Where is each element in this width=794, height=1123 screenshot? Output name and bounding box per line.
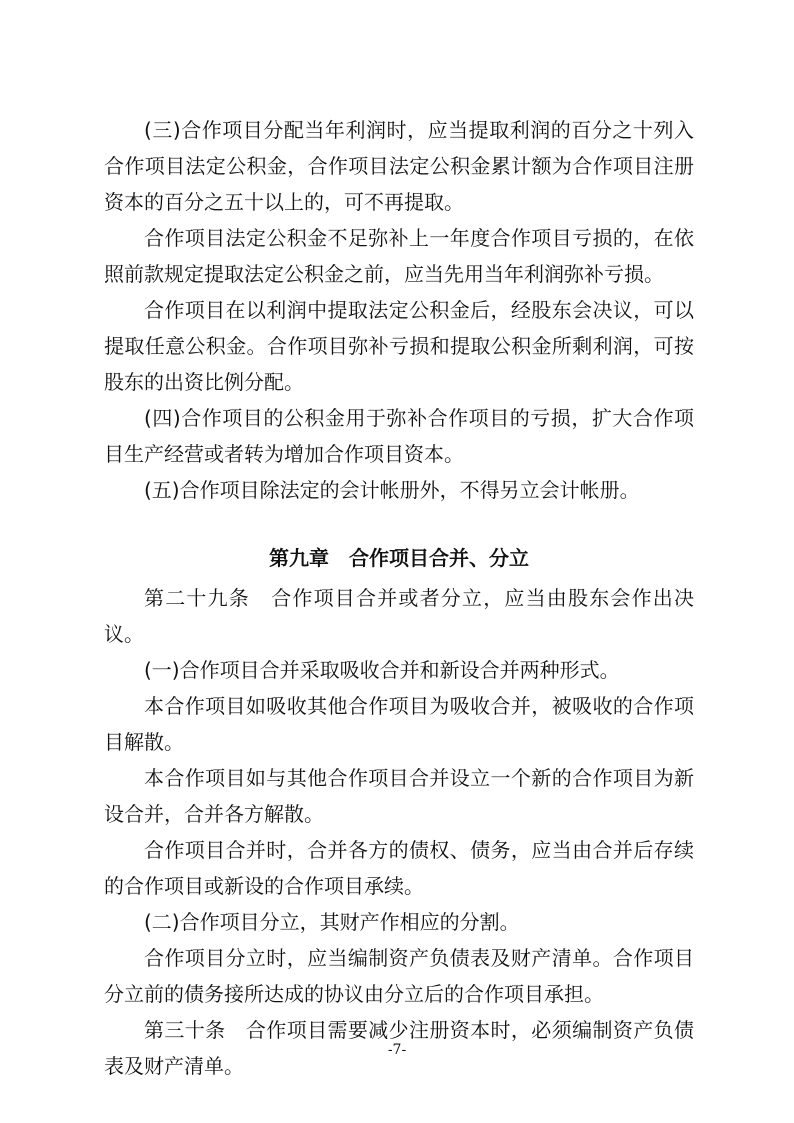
page-number: -7- bbox=[387, 1042, 407, 1058]
paragraph-division: (二)合作项目分立，其财产作相应的分割。 bbox=[144, 910, 520, 934]
paragraph-new-merger: 本合作项目如与其他合作项目合并设立一个新的合作项目为新设合并，合并各方解散。 bbox=[104, 766, 694, 826]
document-page bbox=[104, 112, 694, 1084]
article-29: 第二十九条 合作项目合并或者分立，应当由股东会作出决议。 bbox=[104, 586, 694, 646]
chapter-heading: 第九章 合作项目合并、分立 bbox=[269, 546, 529, 570]
paragraph-reserve-usage: (四)合作项目的公积金用于弥补合作项目的亏损，扩大合作项目生产经营或者转为增加合作项目资本。 bbox=[104, 406, 694, 466]
paragraph-absorption-merger: 本合作项目如吸收其他合作项目为吸收合并，被吸收的合作项目解散。 bbox=[104, 694, 694, 754]
paragraph-merger-debts: 合作项目合并时，合并各方的债权、债务，应当由合并后存续的合作项目或新设的合作项目承续。 bbox=[104, 838, 694, 898]
paragraph-discretionary-reserve: 合作项目在以利润中提取法定公积金后，经股东会决议，可以提取任意公积金。合作项目弥补亏损和提取公积金所剩利润，可按股东的出资比例分配。 bbox=[104, 298, 694, 394]
paragraph-accounting-books: (五)合作项目除法定的会计帐册外，不得另立会计帐册。 bbox=[144, 478, 640, 502]
paragraph-division-debts: 合作项目分立时，应当编制资产负债表及财产清单。合作项目分立前的债务接所达成的协议由分立后的合作项目承担。 bbox=[104, 946, 694, 1006]
paragraph-reserve-shortfall: 合作项目法定公积金不足弥补上一年度合作项目亏损的，在依照前款规定提取法定公积金之前，应当先用当年利润弥补亏损。 bbox=[104, 226, 694, 286]
paragraph-merger-forms: (一)合作项目合并采取吸收合并和新设合并两种形式。 bbox=[144, 658, 620, 682]
paragraph-profit-distribution: (三)合作项目分配当年利润时，应当提取利润的百分之十列入合作项目法定公积金，合作项目法定公积金累计额为合作项目注册资本的百分之五十以上的，可不再提取。 bbox=[104, 118, 694, 214]
article-30: 第三十条 合作项目需要减少注册资本时，必须编制资产负债表及财产清单。 bbox=[104, 1018, 694, 1078]
